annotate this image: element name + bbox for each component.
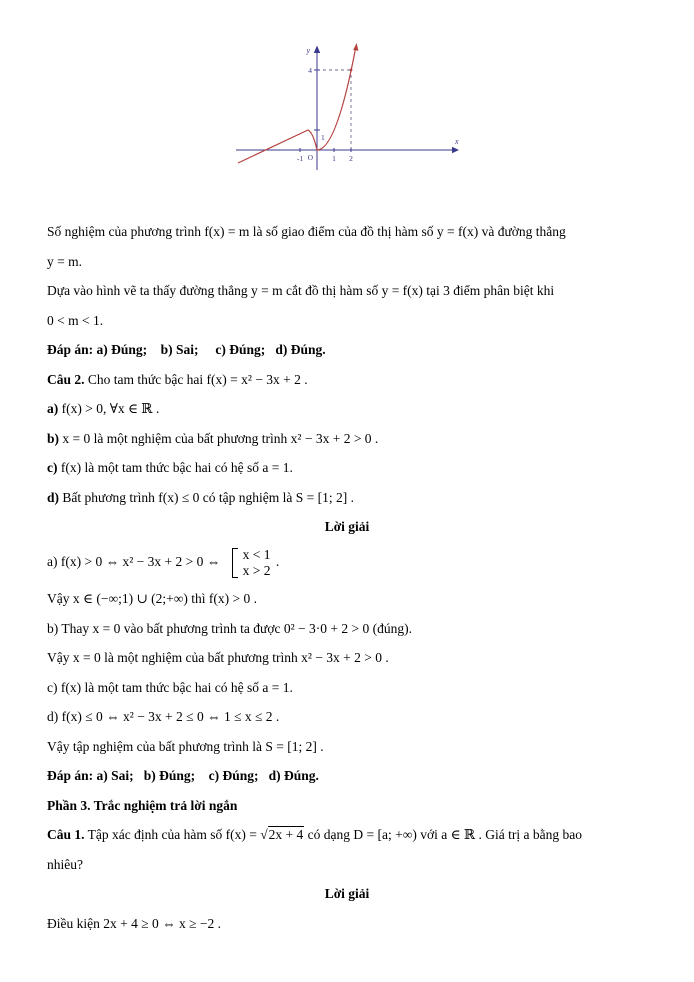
tick-label-minus1: -1: [296, 154, 304, 163]
item-label: b): [47, 430, 60, 446]
line-text: Bất phương trình f(x) ≤ 0 có tập nghiệm là S = [1; 2] .: [59, 489, 354, 505]
line-text: Vậy x ∈ (−∞;1) ∪ (2;+∞) thì f(x) > 0 .: [47, 591, 257, 606]
curve-arrow-icon: [353, 43, 358, 51]
line-text: b) Thay x = 0 vào bất phương trình ta được 0² − 3·0 + 2 > 0 (đúng).: [47, 620, 412, 636]
line-text: y = m.: [47, 253, 82, 269]
sqrt-icon: √: [260, 827, 268, 842]
line-text: Đáp án: a) Sai; b) Đúng; c) Đúng; d) Đúng.: [47, 768, 319, 783]
line-text: f(x) > 0, ∀x ∈ ℝ .: [58, 401, 160, 416]
text-line: [47, 619, 647, 638]
statement-b: [47, 429, 647, 448]
statement-c: [47, 458, 647, 477]
y-axis-label: y: [306, 46, 310, 55]
left-square-bracket: [232, 548, 238, 578]
line-text: d) f(x) ≤ 0 ⇔ x² − 3x + 2 ≤ 0 ⇔ 1 ≤ x ≤ 2 .: [47, 709, 280, 724]
case-lines: [243, 547, 271, 579]
point-2-4: [350, 69, 353, 72]
cases-group: [226, 547, 271, 579]
item-label: d): [47, 489, 60, 505]
line-text: Phần 3. Trắc nghiệm trả lời ngắn: [47, 797, 238, 813]
tick-label-1: 1: [332, 154, 336, 163]
line-text: f(x) là một tam thức bậc hai có hệ số a = 1.: [57, 460, 293, 475]
case-line-1: x < 1: [242, 546, 271, 562]
text-line: [47, 648, 647, 667]
solution-heading: [47, 884, 647, 903]
question-number: Câu 2.: [47, 371, 85, 387]
line-text: x = 0 là một nghiệm của bất phương trình x² − 3x + 2 > 0 .: [59, 430, 379, 446]
solution-a-cases: [47, 547, 647, 579]
origin-label: O: [307, 153, 313, 162]
line-text: c) f(x) là một tam thức bậc hai có hệ số a = 1.: [47, 679, 293, 695]
function-graph-figure: [47, 40, 647, 182]
line-text: Cho tam thức bậc hai f(x) = x² − 3x + 2 .: [84, 371, 308, 387]
y-axis-arrow-icon: [314, 46, 320, 54]
text-line: [47, 737, 647, 756]
line-text: Số nghiệm của phương trình f(x) = m là số giao điểm của đồ thị hàm số y = f(x) và đường thẳng: [47, 224, 566, 239]
line-text: nhiêu?: [47, 856, 83, 872]
line-text: Điều kiện 2x + 4 ≥ 0 ⇔ x ≥ −2 .: [47, 915, 222, 931]
text-line: [47, 311, 647, 330]
text-line: [47, 281, 647, 300]
line-text: Vậy x = 0 là một nghiệm của bất phương trình x² − 3x + 2 > 0 .: [47, 650, 389, 665]
line-text: có dạng D = [a; +∞) với a ∈ ℝ . Giá trị a bằng bao: [304, 827, 583, 842]
sqrt-expression: [260, 826, 304, 842]
case-line-2: x > 2: [242, 562, 271, 578]
x-axis-label: x: [455, 137, 459, 146]
tick-label-y4: 4: [308, 66, 312, 75]
sqrt-radicand: 2x + 4: [268, 827, 304, 842]
line-text: 0 < m < 1.: [47, 312, 104, 328]
statement-a: [47, 399, 647, 418]
statement-d: [47, 488, 647, 507]
section-heading: [47, 796, 647, 815]
line-text: Vậy tập nghiệm của bất phương trình là S = [1; 2] .: [47, 738, 324, 754]
line-text: Lời giải: [324, 886, 370, 901]
question-2: [47, 370, 647, 389]
line-text: Tập xác định của hàm số f(x) =: [84, 827, 261, 842]
text-line: [47, 914, 647, 933]
text-line: [47, 589, 647, 608]
axis-labels: [297, 46, 459, 163]
tick-label-2: 2: [349, 154, 353, 163]
cases-prefix: a) f(x) > 0 ⇔ x² − 3x + 2 > 0 ⇔: [47, 553, 221, 569]
answer-key-line: [47, 340, 647, 359]
line-text: Đáp án: a) Đúng; b) Sai; c) Đúng; d) Đúng.: [47, 342, 326, 357]
question-number: Câu 1.: [47, 827, 85, 842]
x-axis-arrow-icon: [452, 147, 459, 153]
question-1: [47, 825, 647, 844]
text-line: [47, 222, 647, 241]
text-line: [47, 678, 647, 697]
text-line: [47, 855, 647, 874]
line-text: Lời giải: [324, 519, 370, 534]
tick-label-y1: 1: [321, 133, 325, 142]
cases-post: .: [275, 553, 280, 569]
answer-key-line: [47, 766, 647, 785]
function-graph: [222, 40, 472, 182]
curve-y-fx: [238, 46, 356, 163]
solution-heading: [47, 517, 647, 536]
text-line: [47, 252, 647, 271]
text-line: [47, 707, 647, 726]
item-label: c): [47, 460, 58, 475]
item-label: a): [47, 401, 59, 416]
line-text: Dựa vào hình vẽ ta thấy đường thẳng y = m cắt đồ thị hàm số y = f(x) tại 3 điểm phân biệt khi: [47, 283, 555, 298]
